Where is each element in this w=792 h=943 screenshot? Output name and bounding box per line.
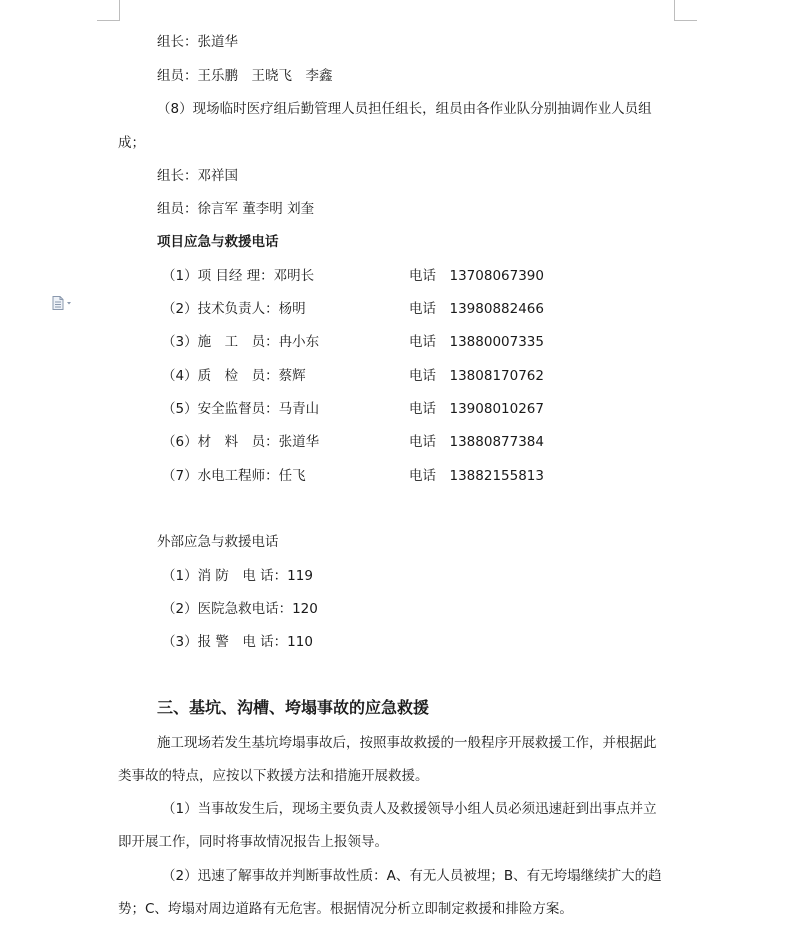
contact-phone: 电话 13880877384	[409, 434, 544, 450]
paragraph-3-line-1: （2）迅速了解事故并判断事故性质：A、有无人员被埋；B、有无垮塌继续扩大的趋	[162, 868, 662, 884]
page-corner-mark-top-left	[97, 0, 120, 21]
contact-phone: 电话 13708067390	[409, 268, 544, 284]
contact-phone: 电话 13880007335	[409, 334, 544, 350]
contact-row	[0, 267, 792, 285]
paragraph-3-line-2: 势；C、垮塌对周边道路有无危害。根据情况分析立即制定救援和排险方案。	[118, 901, 573, 917]
external-contact-item: （3）报 警 电 话：110	[162, 634, 313, 650]
contact-label: （2）技术负责人：杨明	[162, 301, 306, 317]
contact-phone: 电话 13908010267	[409, 401, 544, 417]
item-8-line-2: 成；	[118, 135, 145, 151]
team-leader-line: 组长：张道华	[157, 34, 238, 50]
external-contact-item: （1）消 防 电 话：119	[162, 568, 313, 584]
paragraph-1-line-1: 施工现场若发生基坑垮塌事故后，按照事故救援的一般程序开展救援工作，并根据此	[157, 735, 657, 751]
contact-label: （3）施 工 员：冉小东	[162, 334, 320, 350]
external-contact-item: （2）医院急救电话：120	[162, 601, 318, 617]
paragraph-2-line-2: 即开展工作，同时将事故情况报告上报领导。	[118, 834, 388, 850]
external-contacts-title: 外部应急与救援电话	[157, 534, 279, 550]
contact-label: （6）材 料 员：张道华	[162, 434, 320, 450]
contact-phone: 电话 13808170762	[409, 368, 544, 384]
contact-phone: 电话 13980882466	[409, 301, 544, 317]
contact-row	[0, 300, 792, 318]
paragraph-2-line-1: （1）当事故发生后，现场主要负责人及救援领导小组人员必须迅速赶到出事点并立	[162, 801, 657, 817]
contact-row	[0, 367, 792, 385]
contact-phone: 电话 13882155813	[409, 468, 544, 484]
contact-row	[0, 467, 792, 485]
section-heading: 三、基坑、沟槽、垮塌事故的应急救援	[157, 698, 430, 717]
medical-team-members-line: 组员：徐言军 董李明 刘奎	[157, 201, 315, 217]
contact-row	[0, 333, 792, 351]
paragraph-1-line-2: 类事故的特点，应按以下救援方法和措施开展救援。	[118, 768, 429, 784]
internal-contacts-title: 项目应急与救援电话	[157, 234, 279, 250]
contact-label: （4）质 检 员：蔡辉	[162, 368, 306, 384]
medical-team-leader-line: 组长：邓祥国	[157, 168, 238, 184]
item-8-line-1: （8）现场临时医疗组后勤管理人员担任组长，组员由各作业队分别抽调作业人员组	[157, 101, 652, 117]
page-corner-mark-top-right	[674, 0, 697, 21]
contact-row	[0, 400, 792, 418]
contact-label: （7）水电工程师：任飞	[162, 468, 306, 484]
team-members-line: 组员：王乐鹏 王晓飞 李鑫	[157, 68, 333, 84]
contact-label: （5）安全监督员：马青山	[162, 401, 320, 417]
contact-row	[0, 433, 792, 451]
contact-label: （1）项 目经 理：邓明长	[162, 268, 315, 284]
